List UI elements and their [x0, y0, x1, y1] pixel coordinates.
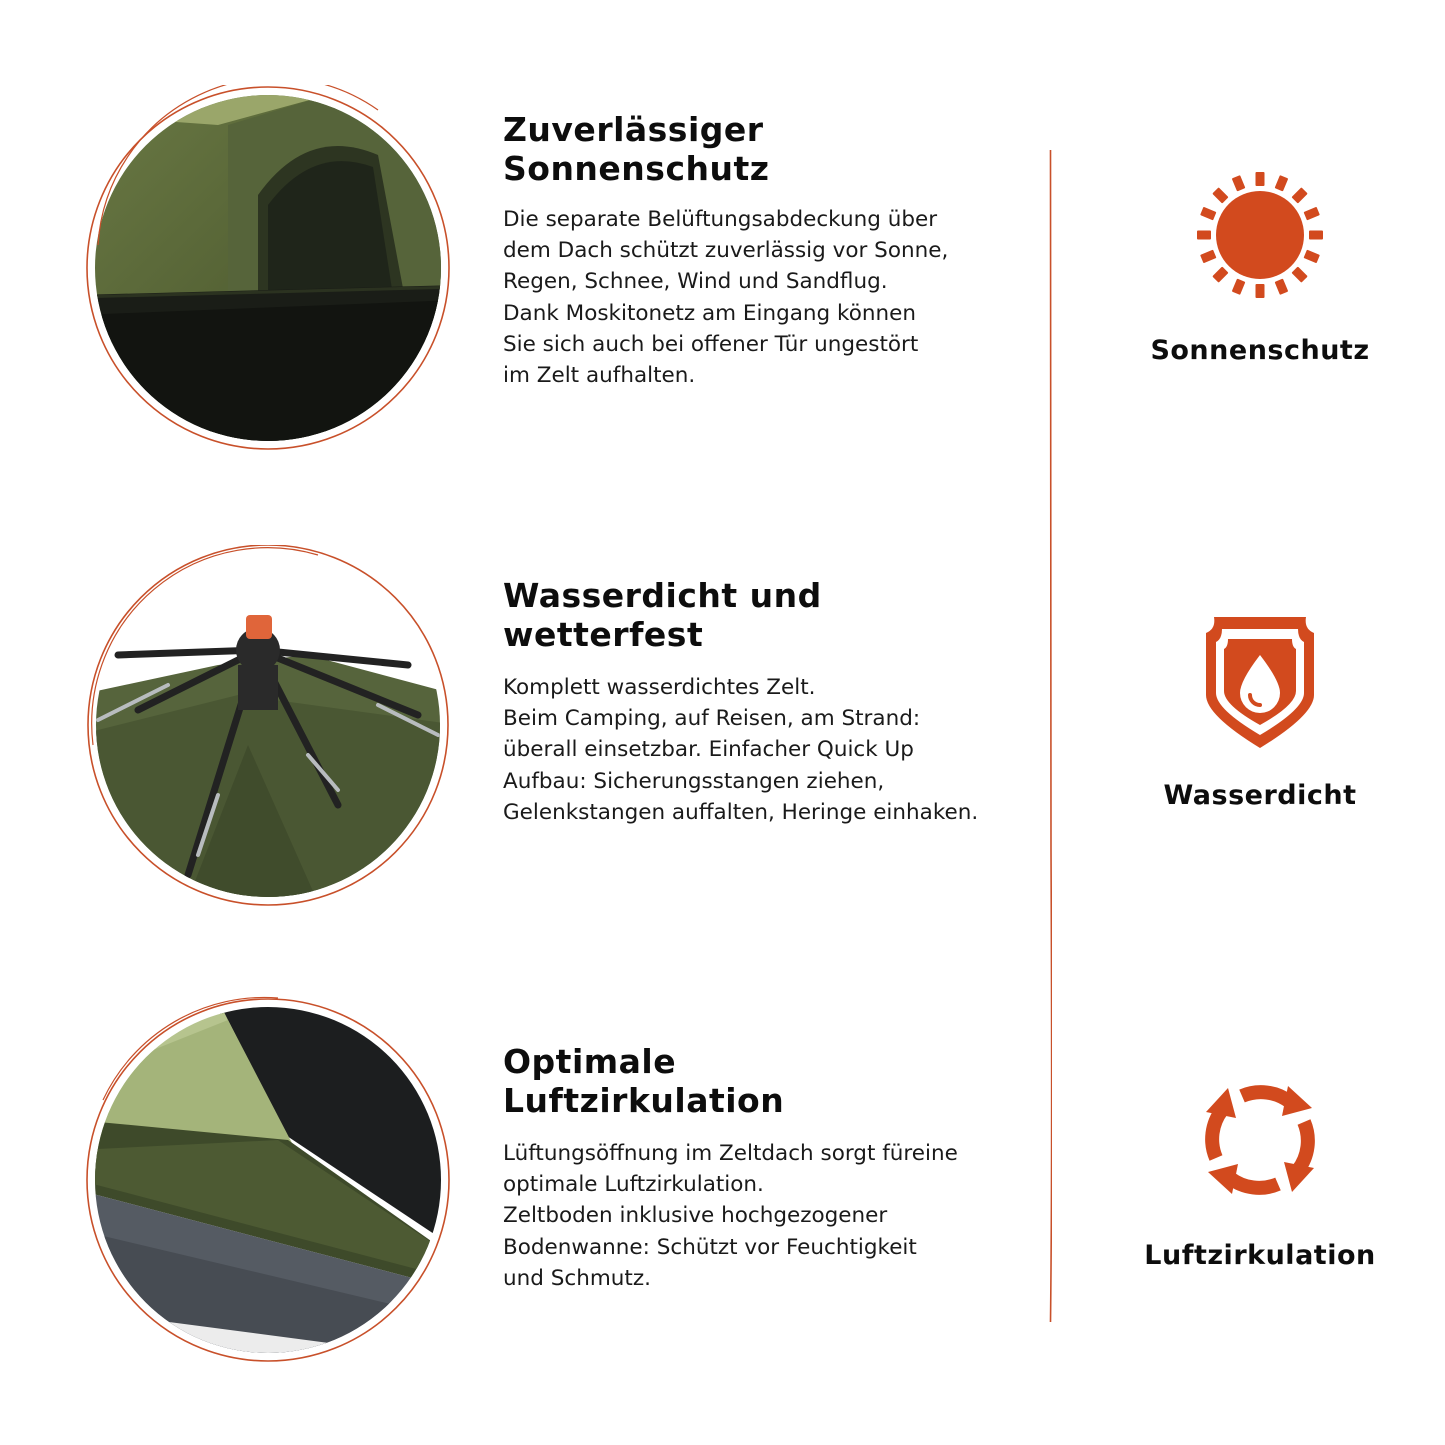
feature-waterproof [0, 545, 1040, 925]
divider-line [1049, 150, 1052, 1322]
feature-title: Optimale Luftzirkulation [503, 1042, 785, 1120]
feature-description: Die separate Belüftungsabdeckung über dem Dach schützt zuverlässig vor Sonne, Regen, Schnee, Wind und Sandflug. Dank Moskitonetz am Eingang können Sie sich auch bei offener Tür ungestört im Zelt aufhalten. [503, 207, 949, 389]
sun-icon [1195, 170, 1325, 300]
badge-waterproof [1090, 615, 1430, 811]
badge-label: Luftzirkulation [1144, 1240, 1376, 1271]
feature-description: Komplett wasserdichtes Zelt. Beim Camping, auf Reisen, am Strand: überall einsetzbar. Einfacher Quick Up Aufbau: Sicherungsstangen ziehen, Gelenkstangen auffalten, Heringe einhaken. [503, 675, 979, 825]
feature-description: Lüftungsöffnung im Zeltdach sorgt füreine optimale Luftzirkulation. Zeltboden inklusive hochgezogener Bodenwanne: Schützt vor Feuchtigkeit und Schmutz. [503, 1141, 958, 1291]
feature-air-circulation [0, 990, 1040, 1370]
badge-air-circulation [1090, 1075, 1430, 1271]
feature-title: Wasserdicht und wetterfest [503, 576, 822, 654]
shield-water-drop-icon [1204, 615, 1316, 750]
badge-sun-protection [1090, 170, 1430, 366]
tent-frame-hub-photo [78, 545, 458, 925]
tent-floor-photo [78, 990, 458, 1370]
tent-interior-photo [78, 85, 458, 465]
feature-sun-protection [0, 85, 1040, 465]
feature-title: Zuverlässiger Sonnenschutz [503, 110, 770, 188]
badge-label: Sonnenschutz [1150, 335, 1370, 366]
circular-arrows-icon [1195, 1075, 1325, 1205]
badge-label: Wasserdicht [1163, 780, 1357, 811]
